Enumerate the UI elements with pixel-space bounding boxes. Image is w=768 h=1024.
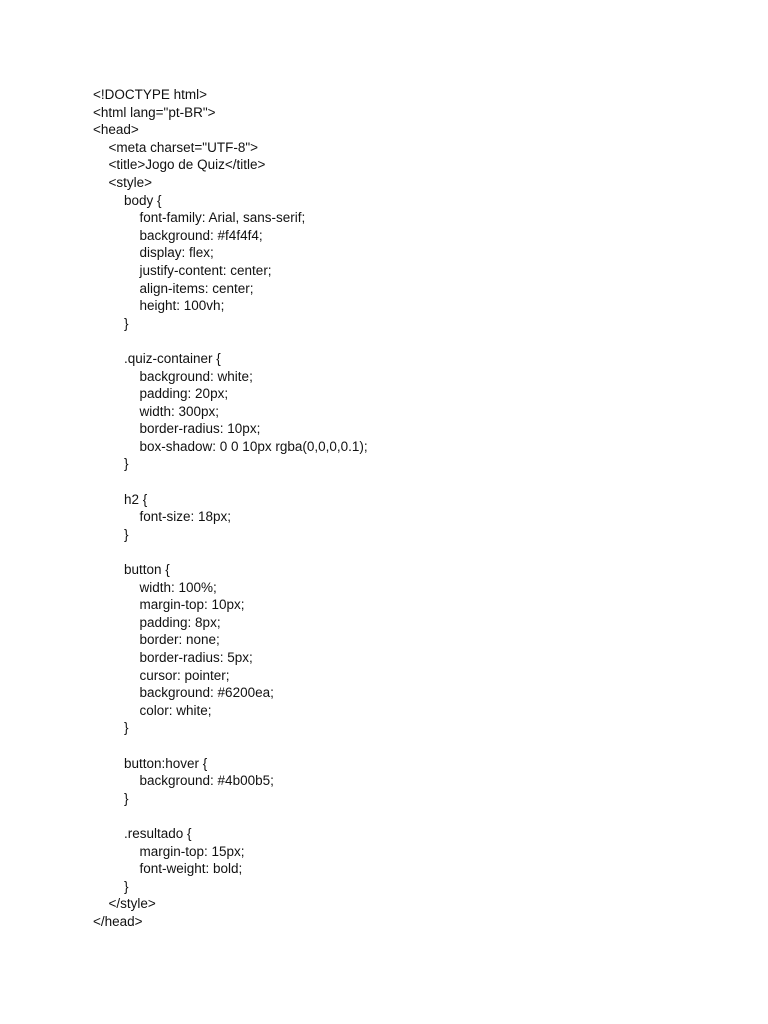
code-line: margin-top: 10px; [139,597,245,613]
code-line: background: #6200ea; [139,685,274,701]
code-line: display: flex; [139,245,214,261]
code-line: width: 300px; [139,403,220,419]
blank-line [93,807,368,825]
code-line: border-radius: 10px; [139,421,261,437]
code-line: height: 100vh; [139,298,225,314]
code-line: font-weight: bold; [139,861,243,877]
code-line: <meta charset="UTF-8"> [108,139,259,155]
code-line: align-items: center; [139,280,254,296]
code-line: </style> [108,896,156,912]
code-line: .quiz-container { [124,350,221,366]
code-line: button { [124,562,170,578]
code-line: } [124,315,129,331]
code-line: <head> [93,122,139,138]
code-line: padding: 20px; [139,386,229,402]
code-line: font-family: Arial, sans-serif; [139,210,306,226]
code-line: width: 100%; [139,579,217,595]
code-line: box-shadow: 0 0 10px rgba(0,0,0,0.1); [139,438,368,454]
code-line: padding: 8px; [139,614,221,630]
code-line: margin-top: 15px; [139,843,245,859]
code-line: body { [124,192,162,208]
code-line: } [124,456,129,472]
code-line: </head> [93,913,143,929]
code-line: button:hover { [124,755,208,771]
code-line: border-radius: 5px; [139,650,253,665]
blank-line [93,332,368,350]
blank-line [93,737,368,755]
code-line: font-size: 18px; [139,509,232,525]
code-line: <title>Jogo de Quiz</title> [108,157,266,173]
code-line: <html lang="pt-BR"> [93,104,216,120]
code-line: <!DOCTYPE html> [93,87,208,102]
code-line: justify-content: center; [139,262,272,278]
blank-line [93,543,368,561]
code-line: background: #f4f4f4; [139,227,263,243]
code-line: color: white; [139,702,212,718]
code-line: background: white; [139,368,253,384]
code-line: border: none; [139,632,220,648]
code-line: h2 { [124,491,148,507]
code-line: } [124,790,129,806]
code-line: } [124,878,129,894]
code-line: background: #4b00b5; [139,773,274,789]
code-listing [93,86,368,931]
code-line: <style> [108,174,153,190]
code-line: .resultado { [124,825,192,841]
code-line: } [124,526,129,542]
code-line: cursor: pointer; [139,667,230,683]
code-line: } [124,720,129,736]
blank-line [93,473,368,491]
